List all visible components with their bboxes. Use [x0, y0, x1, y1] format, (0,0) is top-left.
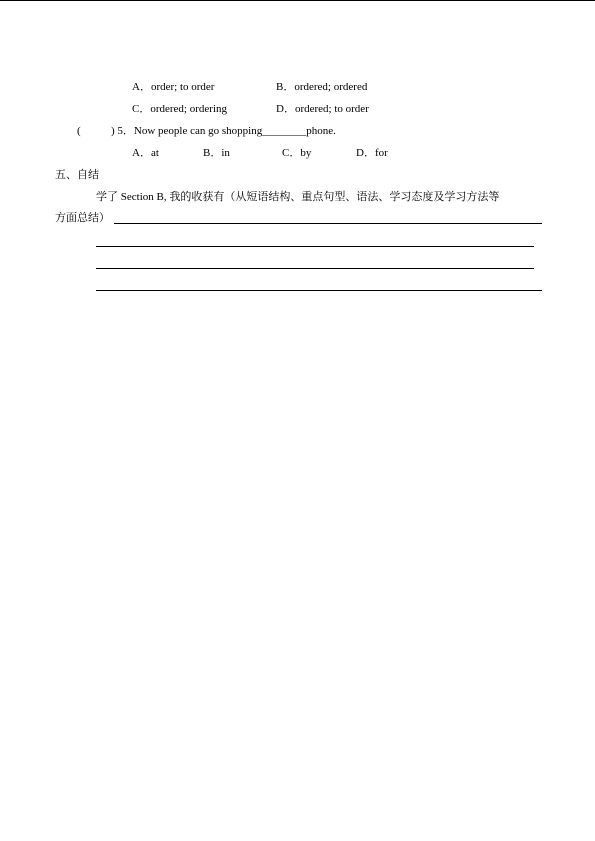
- answer-line-2: [96, 246, 534, 247]
- q4-option-c: C．ordered; ordering: [132, 103, 227, 115]
- summary-prompt-line1: 学了 Section B, 我的收获有（从短语结构、重点句型、语法、学习态度及学习方法等: [96, 191, 500, 203]
- q5-option-b: B．in: [203, 147, 230, 159]
- q4-option-b: B．ordered; ordered: [276, 81, 368, 93]
- answer-line-3: [96, 268, 534, 269]
- section-heading: 五、自结: [55, 169, 99, 181]
- q4-option-d: D．ordered; to order: [276, 103, 369, 115]
- q5-option-c: C．by: [282, 147, 312, 159]
- q5-answer-paren-open: (: [77, 125, 81, 137]
- page-top-border: [0, 0, 595, 1]
- q5-prompt: ) 5．Now people can go shopping________phone.: [111, 125, 336, 137]
- summary-prompt-line2: 方面总结）: [55, 212, 110, 224]
- answer-line-1: [114, 223, 542, 224]
- answer-line-4: [96, 290, 542, 291]
- q4-option-a: A．order; to order: [132, 81, 215, 93]
- q5-option-d: D．for: [356, 147, 388, 159]
- q5-option-a: A．at: [132, 147, 159, 159]
